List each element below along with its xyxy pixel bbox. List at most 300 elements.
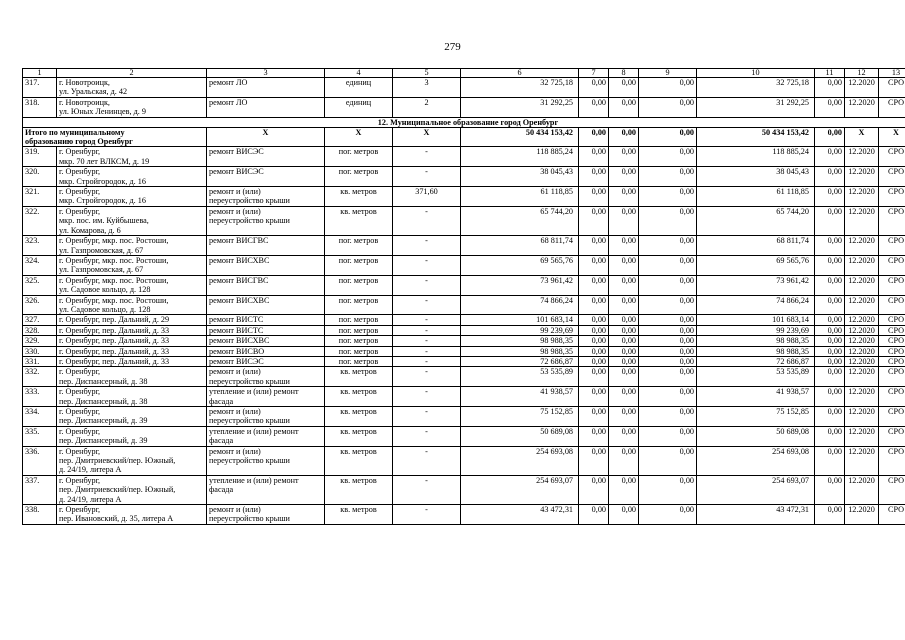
col8-value-cell: 0,00 [609,167,639,187]
capital-repair-table [22,68,905,525]
table-row [23,167,905,187]
unit-cell: кв. метров [325,407,393,427]
col11-value-cell: 0,00 [815,346,845,356]
col11-value-cell: 0,00 [815,336,845,346]
method-cell: СРО [879,315,905,325]
col11-value-cell: 0,00 [815,97,845,117]
quantity-cell: - [393,356,461,366]
method-cell: СРО [879,336,905,346]
col10-value-cell: 254 693,08 [697,446,815,475]
col10-value-cell: 75 152,85 [697,407,815,427]
col10-value-cell: 69 565,76 [697,255,815,275]
total-cost-cell: 72 686,87 [461,356,579,366]
col9-value-cell: 0,00 [639,367,697,387]
unit-cell: кв. метров [325,475,393,504]
row-number-cell: 322. [23,206,57,235]
quantity-cell: - [393,505,461,525]
col7-value-cell: 0,00 [579,167,609,187]
col9-value-cell: 0,00 [639,426,697,446]
completion-date-cell: 12.2020 [845,446,879,475]
col8-value-cell: 0,00 [609,206,639,235]
total-label: Итого по муниципальному образованию город Оренбург [23,127,207,147]
completion-date-cell: 12.2020 [845,325,879,335]
total-c3-cell: X [207,127,325,147]
col9-value-cell: 0,00 [639,315,697,325]
table-row [23,275,905,295]
table-row [23,356,905,366]
col8-value-cell: 0,00 [609,325,639,335]
table-row [23,315,905,325]
completion-date-cell: 12.2020 [845,426,879,446]
col7-value-cell: 0,00 [579,206,609,235]
work-type-cell: ремонт ВИСТС [207,315,325,325]
address-cell: г. Оренбург, мкр. пос. им. Куйбышева, ул. Комарова, д. 6 [57,206,207,235]
row-number-cell: 317. [23,78,57,98]
col10-value-cell: 98 988,35 [697,346,815,356]
quantity-cell: - [393,255,461,275]
completion-date-cell: 12.2020 [845,187,879,207]
total-cost-cell: 98 988,35 [461,346,579,356]
total-c12-cell: X [845,127,879,147]
completion-date-cell: 12.2020 [845,167,879,187]
unit-cell: пог. метров [325,236,393,256]
quantity-cell: - [393,325,461,335]
row-number-cell: 335. [23,426,57,446]
total-c11-cell: 0,00 [815,127,845,147]
address-cell: г. Оренбург, пер. Диспансерный, д. 39 [57,407,207,427]
col11-value-cell: 0,00 [815,426,845,446]
col8-value-cell: 0,00 [609,356,639,366]
total-cost-cell: 118 885,24 [461,147,579,167]
col9-value-cell: 0,00 [639,387,697,407]
table-row [23,295,905,315]
unit-cell: пог. метров [325,336,393,346]
total-cost-cell: 254 693,08 [461,446,579,475]
address-cell: г. Оренбург, пер. Диспансерный, д. 39 [57,426,207,446]
quantity-cell: - [393,446,461,475]
table-row [23,255,905,275]
completion-date-cell: 12.2020 [845,387,879,407]
completion-date-cell: 12.2020 [845,356,879,366]
work-type-cell: ремонт и (или) переустройство крыши [207,187,325,207]
method-cell: СРО [879,346,905,356]
col11-value-cell: 0,00 [815,147,845,167]
address-cell: г. Оренбург, пер. Дальний, д. 33 [57,336,207,346]
method-cell: СРО [879,356,905,366]
col10-value-cell: 73 961,42 [697,275,815,295]
col10-value-cell: 53 535,89 [697,367,815,387]
table-row [23,78,905,98]
page-number: 279 [444,41,461,53]
unit-cell: пог. метров [325,255,393,275]
col10-value-cell: 65 744,20 [697,206,815,235]
unit-cell: кв. метров [325,206,393,235]
total-cost-cell: 43 472,31 [461,505,579,525]
column-number-cell: 6 [461,69,579,78]
unit-cell: кв. метров [325,426,393,446]
quantity-cell: 3 [393,78,461,98]
col8-value-cell: 0,00 [609,475,639,504]
unit-cell: пог. метров [325,346,393,356]
quantity-cell: - [393,236,461,256]
total-cost-cell: 38 045,43 [461,167,579,187]
col11-value-cell: 0,00 [815,407,845,427]
total-cost-cell: 53 535,89 [461,367,579,387]
col8-value-cell: 0,00 [609,295,639,315]
method-cell: СРО [879,387,905,407]
work-type-cell: ремонт ВИСГВС [207,236,325,256]
total-c5-cell: X [393,127,461,147]
address-cell: г. Оренбург, пер. Дальний, д. 33 [57,346,207,356]
col7-value-cell: 0,00 [579,255,609,275]
col8-value-cell: 0,00 [609,426,639,446]
col11-value-cell: 0,00 [815,255,845,275]
method-cell: СРО [879,505,905,525]
completion-date-cell: 12.2020 [845,346,879,356]
row-number-cell: 332. [23,367,57,387]
col7-value-cell: 0,00 [579,315,609,325]
col11-value-cell: 0,00 [815,315,845,325]
col11-value-cell: 0,00 [815,367,845,387]
row-number-cell: 326. [23,295,57,315]
col9-value-cell: 0,00 [639,255,697,275]
address-cell: г. Оренбург, пер. Дмитриевский/пер. Южный, д. 24/19, литера А [57,475,207,504]
total-cost-cell: 73 961,42 [461,275,579,295]
method-cell: СРО [879,206,905,235]
column-number-cell: 11 [815,69,845,78]
col7-value-cell: 0,00 [579,275,609,295]
address-cell: г. Оренбург, мкр. пос. Ростоши, ул. Газпромовская, д. 67 [57,255,207,275]
completion-date-cell: 12.2020 [845,275,879,295]
col9-value-cell: 0,00 [639,475,697,504]
total-c7-cell: 0,00 [579,127,609,147]
method-cell: СРО [879,275,905,295]
row-number-cell: 329. [23,336,57,346]
column-number-cell: 8 [609,69,639,78]
unit-cell: единиц [325,78,393,98]
section-title-row [23,117,905,127]
unit-cell: пог. метров [325,147,393,167]
col10-value-cell: 72 686,87 [697,356,815,366]
completion-date-cell: 12.2020 [845,295,879,315]
table-row [23,206,905,235]
quantity-cell: - [393,315,461,325]
table-row [23,367,905,387]
completion-date-cell: 12.2020 [845,336,879,346]
col11-value-cell: 0,00 [815,446,845,475]
table-row [23,147,905,167]
col8-value-cell: 0,00 [609,78,639,98]
quantity-cell: - [393,387,461,407]
work-type-cell: ремонт ВИСТС [207,325,325,335]
col9-value-cell: 0,00 [639,356,697,366]
col9-value-cell: 0,00 [639,275,697,295]
quantity-cell: 2 [393,97,461,117]
unit-cell: пог. метров [325,315,393,325]
col11-value-cell: 0,00 [815,475,845,504]
quantity-cell: - [393,275,461,295]
table-row [23,505,905,525]
quantity-cell: - [393,426,461,446]
unit-cell: кв. метров [325,505,393,525]
unit-cell: кв. метров [325,446,393,475]
work-type-cell: утепление и (или) ремонт фасада [207,475,325,504]
address-cell: г. Оренбург, мкр. пос. Ростоши, ул. Садовое кольцо, д. 128 [57,295,207,315]
column-number-cell: 1 [23,69,57,78]
address-cell: г. Новотроицк, ул. Уральская, д. 42 [57,78,207,98]
method-cell: СРО [879,426,905,446]
total-cost-cell: 74 866,24 [461,295,579,315]
col10-value-cell: 68 811,74 [697,236,815,256]
table-row [23,325,905,335]
method-cell: СРО [879,187,905,207]
total-cost-cell: 99 239,69 [461,325,579,335]
col9-value-cell: 0,00 [639,505,697,525]
col11-value-cell: 0,00 [815,505,845,525]
row-number-cell: 337. [23,475,57,504]
col11-value-cell: 0,00 [815,387,845,407]
col7-value-cell: 0,00 [579,387,609,407]
col9-value-cell: 0,00 [639,147,697,167]
address-cell: г. Оренбург, пер. Дальний, д. 33 [57,325,207,335]
quantity-cell: - [393,336,461,346]
completion-date-cell: 12.2020 [845,97,879,117]
col7-value-cell: 0,00 [579,187,609,207]
col10-value-cell: 99 239,69 [697,325,815,335]
table-row [23,336,905,346]
work-type-cell: ремонт ЛО [207,78,325,98]
unit-cell: пог. метров [325,275,393,295]
work-type-cell: ремонт ВИСЭС [207,167,325,187]
work-type-cell: ремонт и (или) переустройство крыши [207,407,325,427]
col8-value-cell: 0,00 [609,97,639,117]
table-row [23,387,905,407]
method-cell: СРО [879,147,905,167]
col9-value-cell: 0,00 [639,236,697,256]
col7-value-cell: 0,00 [579,446,609,475]
col8-value-cell: 0,00 [609,505,639,525]
column-number-cell: 3 [207,69,325,78]
total-cost-cell: 75 152,85 [461,407,579,427]
work-type-cell: утепление и (или) ремонт фасада [207,426,325,446]
total-cost-cell: 68 811,74 [461,236,579,256]
col10-value-cell: 41 938,57 [697,387,815,407]
col9-value-cell: 0,00 [639,206,697,235]
method-cell: СРО [879,295,905,315]
col11-value-cell: 0,00 [815,167,845,187]
work-type-cell: ремонт ВИСГВС [207,275,325,295]
total-row [23,127,905,147]
quantity-cell: - [393,367,461,387]
row-number-cell: 323. [23,236,57,256]
col8-value-cell: 0,00 [609,367,639,387]
work-type-cell: ремонт ВИСЭС [207,356,325,366]
work-type-cell: ремонт ВИСЭС [207,147,325,167]
quantity-cell: 371,60 [393,187,461,207]
row-number-cell: 334. [23,407,57,427]
work-type-cell: ремонт ВИСХВС [207,336,325,346]
col10-value-cell: 38 045,43 [697,167,815,187]
column-number-cell: 4 [325,69,393,78]
total-cost-cell: 41 938,57 [461,387,579,407]
method-cell: СРО [879,475,905,504]
address-cell: г. Оренбург, пер. Ивановский, д. 35, литера А [57,505,207,525]
table-row [23,236,905,256]
completion-date-cell: 12.2020 [845,315,879,325]
table-row [23,426,905,446]
total-cost-cell: 98 988,35 [461,336,579,346]
col9-value-cell: 0,00 [639,446,697,475]
completion-date-cell: 12.2020 [845,78,879,98]
col10-value-cell: 50 689,08 [697,426,815,446]
unit-cell: пог. метров [325,167,393,187]
method-cell: СРО [879,167,905,187]
table-row [23,446,905,475]
quantity-cell: - [393,346,461,356]
address-cell: г. Оренбург, пер. Дальний, д. 29 [57,315,207,325]
col8-value-cell: 0,00 [609,147,639,167]
unit-cell: кв. метров [325,187,393,207]
col8-value-cell: 0,00 [609,387,639,407]
col11-value-cell: 0,00 [815,236,845,256]
total-cost-cell: 69 565,76 [461,255,579,275]
quantity-cell: - [393,295,461,315]
col10-value-cell: 254 693,07 [697,475,815,504]
row-number-cell: 328. [23,325,57,335]
col7-value-cell: 0,00 [579,78,609,98]
col8-value-cell: 0,00 [609,346,639,356]
column-number-cell: 9 [639,69,697,78]
method-cell: СРО [879,407,905,427]
unit-cell: пог. метров [325,325,393,335]
address-cell: г. Оренбург, мкр. пос. Ростоши, ул. Газпромовская, д. 67 [57,236,207,256]
work-type-cell: ремонт и (или) переустройство крыши [207,446,325,475]
work-type-cell: ремонт и (или) переустройство крыши [207,206,325,235]
address-cell: г. Оренбург, мкр. 70 лет ВЛКСМ, д. 19 [57,147,207,167]
total-cost-cell: 65 744,20 [461,206,579,235]
col8-value-cell: 0,00 [609,255,639,275]
unit-cell: пог. метров [325,295,393,315]
unit-cell: единиц [325,97,393,117]
total-c10-cell: 50 434 153,42 [697,127,815,147]
work-type-cell: ремонт и (или) переустройство крыши [207,367,325,387]
col8-value-cell: 0,00 [609,407,639,427]
col9-value-cell: 0,00 [639,407,697,427]
col10-value-cell: 98 988,35 [697,336,815,346]
unit-cell: пог. метров [325,356,393,366]
column-number-cell: 2 [57,69,207,78]
col10-value-cell: 61 118,85 [697,187,815,207]
total-cost-cell: 254 693,07 [461,475,579,504]
col9-value-cell: 0,00 [639,295,697,315]
col11-value-cell: 0,00 [815,325,845,335]
unit-cell: кв. метров [325,387,393,407]
col11-value-cell: 0,00 [815,187,845,207]
address-cell: г. Оренбург, пер. Дмитриевский/пер. Южный, д. 24/19, литера А [57,446,207,475]
work-type-cell: ремонт и (или) переустройство крыши [207,505,325,525]
column-number-cell: 7 [579,69,609,78]
col9-value-cell: 0,00 [639,78,697,98]
col11-value-cell: 0,00 [815,275,845,295]
col8-value-cell: 0,00 [609,187,639,207]
address-cell: г. Оренбург, мкр. Стройгородок, д. 16 [57,187,207,207]
total-c8-cell: 0,00 [609,127,639,147]
column-number-cell: 5 [393,69,461,78]
address-cell: г. Оренбург, мкр. пос. Ростоши, ул. Садовое кольцо, д. 128 [57,275,207,295]
col9-value-cell: 0,00 [639,336,697,346]
row-number-cell: 336. [23,446,57,475]
row-number-cell: 318. [23,97,57,117]
completion-date-cell: 12.2020 [845,206,879,235]
col7-value-cell: 0,00 [579,346,609,356]
row-number-cell: 338. [23,505,57,525]
col7-value-cell: 0,00 [579,325,609,335]
col10-value-cell: 118 885,24 [697,147,815,167]
address-cell: г. Оренбург, мкр. Стройгородок, д. 16 [57,167,207,187]
col7-value-cell: 0,00 [579,147,609,167]
method-cell: СРО [879,78,905,98]
completion-date-cell: 12.2020 [845,255,879,275]
col10-value-cell: 101 683,14 [697,315,815,325]
col11-value-cell: 0,00 [815,206,845,235]
col9-value-cell: 0,00 [639,346,697,356]
method-cell: СРО [879,367,905,387]
work-type-cell: ремонт ВИСХВС [207,255,325,275]
table-row [23,407,905,427]
address-cell: г. Оренбург, пер. Дальний, д. 33 [57,356,207,366]
col8-value-cell: 0,00 [609,275,639,295]
column-number-header-row [23,69,905,78]
table-row [23,475,905,504]
work-type-cell: ремонт ЛО [207,97,325,117]
col7-value-cell: 0,00 [579,407,609,427]
address-cell: г. Новотроицк, ул. Юных Ленинцев, д. 9 [57,97,207,117]
col11-value-cell: 0,00 [815,356,845,366]
completion-date-cell: 12.2020 [845,147,879,167]
work-type-cell: утепление и (или) ремонт фасада [207,387,325,407]
quantity-cell: - [393,167,461,187]
completion-date-cell: 12.2020 [845,475,879,504]
total-c9-cell: 0,00 [639,127,697,147]
col7-value-cell: 0,00 [579,97,609,117]
work-type-cell: ремонт ВИСХВС [207,295,325,315]
row-number-cell: 330. [23,346,57,356]
col7-value-cell: 0,00 [579,295,609,315]
row-number-cell: 333. [23,387,57,407]
col7-value-cell: 0,00 [579,426,609,446]
column-number-cell: 13 [879,69,905,78]
unit-cell: кв. метров [325,367,393,387]
table-row [23,97,905,117]
total-cost-cell: 31 292,25 [461,97,579,117]
col8-value-cell: 0,00 [609,236,639,256]
method-cell: СРО [879,236,905,256]
col11-value-cell: 0,00 [815,295,845,315]
col8-value-cell: 0,00 [609,446,639,475]
col9-value-cell: 0,00 [639,97,697,117]
row-number-cell: 325. [23,275,57,295]
total-c4-cell: X [325,127,393,147]
col7-value-cell: 0,00 [579,475,609,504]
row-number-cell: 319. [23,147,57,167]
completion-date-cell: 12.2020 [845,236,879,256]
col9-value-cell: 0,00 [639,325,697,335]
row-number-cell: 321. [23,187,57,207]
col11-value-cell: 0,00 [815,78,845,98]
completion-date-cell: 12.2020 [845,367,879,387]
quantity-cell: - [393,147,461,167]
table-row [23,187,905,207]
